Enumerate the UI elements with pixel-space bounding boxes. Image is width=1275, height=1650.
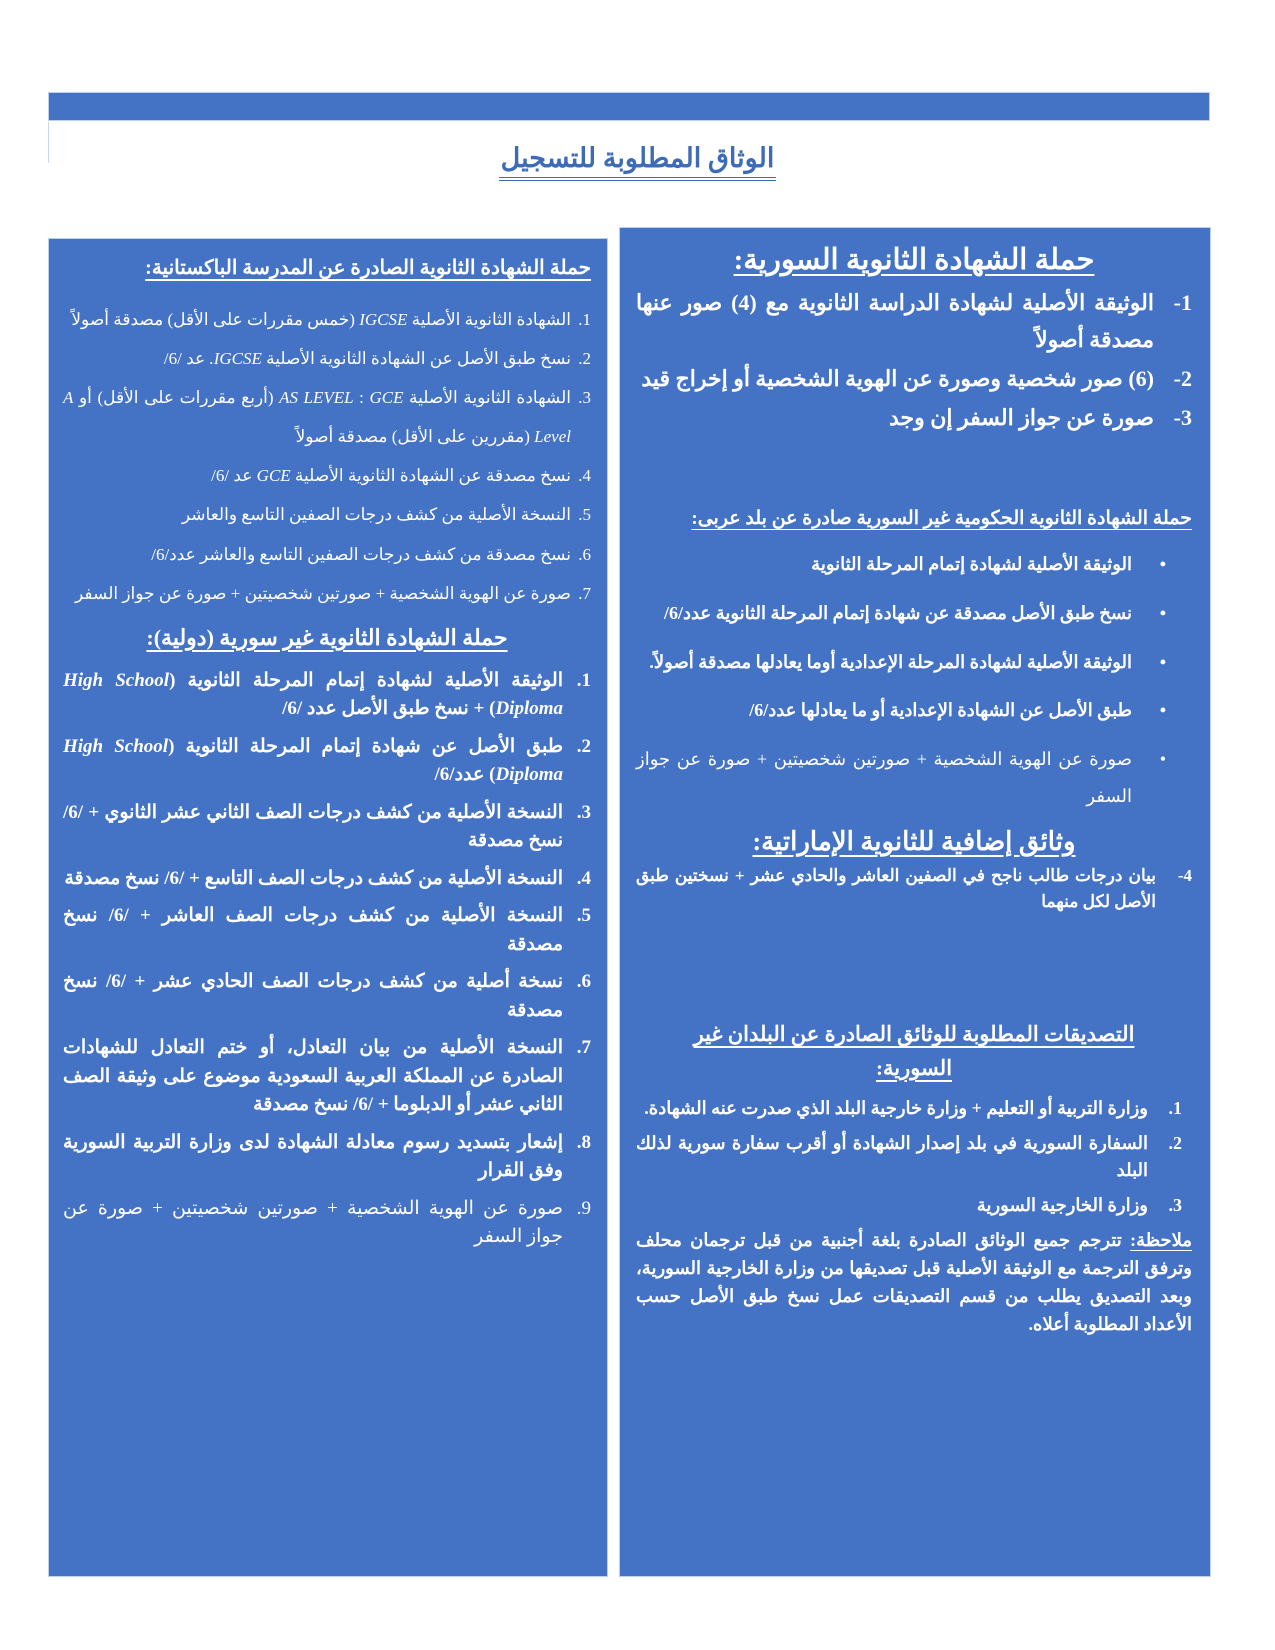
list-marker: 1. — [576, 669, 591, 691]
list-marker: 2. — [1168, 1133, 1182, 1154]
list-item-text: نسخة أصلية من كشف درجات الصف الحادي عشر + /6/ نسخ مصدقة — [63, 971, 563, 1021]
list-item-text: الوثيقة الأصلية لشهادة الدراسة الثانوية مع (4) صور عنها مصدقة أصولاً — [636, 290, 1154, 352]
list-item — [63, 339, 591, 378]
left-column-panel — [48, 238, 608, 1577]
list-marker: • — [1159, 553, 1166, 574]
list-item — [636, 1130, 1192, 1184]
latin-text: IGCSE. — [209, 349, 262, 369]
list-item-text: وزارة التربية أو التعليم + وزارة خارجية البلد الذي صدرت عنه الشهادة. — [644, 1098, 1148, 1119]
section-header — [636, 242, 1192, 277]
list-marker: • — [1159, 602, 1166, 623]
list-item — [63, 733, 591, 790]
list-item — [63, 1129, 591, 1186]
list-item — [636, 1192, 1192, 1219]
list-item-text: النسخة الأصلية من كشف درجات الصف العاشر + /6/ نسخ مصدقة — [63, 905, 564, 955]
list-item — [63, 902, 591, 959]
section-header-text: وثائق إضافية للثانوية الإماراتية: — [752, 827, 1076, 857]
list-item-text: النسخة الأصلية من كشف درجات الصف الثاني عشر الثانوي + /6/ نسخ مصدقة — [63, 801, 563, 852]
note — [636, 1227, 1192, 1339]
list-item-text: نسخ طبق الأصل مصدقة عن شهادة إتمام المرحلة الثانوية عدد/6/ — [663, 602, 1132, 623]
list-marker: 2- — [1173, 365, 1192, 391]
list-item-text: طبق الأصل عن الشهادة الإعدادية أو ما يعادلها عدد/6/ — [749, 700, 1132, 721]
right-column-panel — [619, 227, 1211, 1577]
list-item-text: النسخة الأصلية من كشف درجات الصف التاسع + /6/ نسخ مصدقة — [64, 867, 563, 889]
list-item-text: نسخ مصدقة من كشف درجات الصفين التاسع والعاشر عدد/6/ — [151, 544, 571, 564]
list-item-text: الشهادة الثانوية الأصلية IGCSE (خمس مقررات على الأقل) مصدقة أصولاً — [71, 310, 571, 329]
list-item — [636, 1095, 1192, 1122]
list-item — [63, 968, 591, 1025]
list-item-text: الوثيقة الأصلية لشهادة إتمام المرحلة الثانوية (High School Diploma) + نسخ طبق الأصل عدد /6/ — [63, 669, 563, 720]
latin-text: GCE — [256, 466, 291, 486]
list-item-text: صورة عن الهوية الشخصية + صورتين شخصيتين + صورة عن جواز السفر — [636, 749, 1132, 807]
list-marker: 2. — [576, 735, 591, 757]
section — [636, 1018, 1192, 1339]
section-header — [662, 1018, 1166, 1085]
section-header — [636, 827, 1192, 857]
list-marker: 3. — [1168, 1195, 1182, 1216]
list-marker: 7. — [576, 1037, 591, 1059]
list-item-text: بيان درجات طالب ناجح في الصفين العاشر والحادي عشر + نسختين طبق الأصل لكل منهما — [636, 866, 1156, 911]
list-item — [63, 1034, 591, 1120]
list-marker: • — [1159, 700, 1166, 721]
list-item — [636, 400, 1192, 437]
section-header-text: حملة الشهادة الثانوية السورية: — [733, 244, 1095, 276]
latin-text: GCE — [369, 388, 404, 408]
section-header-text: التصديقات المطلوبة للوثائق الصادرة عن البلدان غير السورية: — [693, 1022, 1135, 1080]
section — [636, 242, 1192, 437]
list-item — [636, 692, 1192, 729]
list-item — [636, 863, 1192, 914]
note-label: ملاحظة: — [1130, 1230, 1192, 1251]
list-marker: 3. — [578, 388, 591, 408]
list-marker: 6. — [578, 544, 591, 564]
header-bar — [48, 92, 1210, 121]
list-item-text: الوثيقة الأصلية لشهادة المرحلة الإعدادية أوما يعادلها مصدقة أصولاً. — [649, 651, 1132, 672]
list-marker: • — [1159, 749, 1166, 770]
page-title-text: الوثاق المطلوبة للتسجيل — [499, 143, 777, 181]
section-header-text: حملة الشهادة الثانوية الحكومية غير السورية صادرة عن بلد عربى: — [691, 507, 1192, 529]
list-item-text: (6) صور شخصية وصورة عن الهوية الشخصية أو إخراج قيد — [641, 365, 1154, 391]
list-marker: 8. — [576, 1131, 591, 1153]
list-marker: 9. — [576, 1197, 591, 1219]
list-item — [63, 495, 591, 534]
section-header-text: حملة الشهادة الثانوية غير سورية (دولية): — [146, 624, 508, 650]
list-marker: 4. — [576, 867, 591, 889]
latin-text: AS LEVEL — [279, 388, 354, 408]
list-item — [63, 378, 591, 456]
list-item — [63, 456, 591, 495]
note-text: تترجم جميع الوثائق الصادرة بلغة أجنبية من قبل ترجمان محلف وترفق الترجمة مع الوثيقة الأصلية قبل تصديقها من وزارة الخارجية السورية، وبعد التصديق يطلب من قسم التصديقات عمل نسخ طبق الأصل حسب الأعداد المطلوبة أعلاه. — [636, 1230, 1192, 1335]
list-item-text: نسخ طبق الأصل عن الشهادة الثانوية الأصلية IGCSE. عد /6/ — [163, 349, 571, 369]
section — [636, 827, 1192, 914]
list-item-text: النسخة الأصلية من بيان التعادل، أو ختم التعادل للشهادات الصادرة عن المملكة العربية السعودية موضوع على وثيقة الصف الثاني عشر أو الدبلوما + /6/ نسخ مصدقة — [63, 1037, 563, 1116]
list-marker: 2. — [578, 349, 591, 369]
list-item-text: صورة عن الهوية الشخصية + صورتين شخصيتين + صورة عن جواز السفر — [63, 1197, 563, 1248]
list-item — [636, 741, 1192, 815]
latin-text: A Level — [63, 388, 571, 447]
list-item-text: النسخة الأصلية من كشف درجات الصفين التاسع والعاشر — [181, 505, 571, 525]
section-header-text: حملة الشهادة الثانوية الصادرة عن المدرسة الباكستانية: — [145, 257, 591, 279]
list-item-text: صورة عن جواز السفر إن وجد — [888, 404, 1154, 430]
latin-text: IGCSE — [359, 310, 408, 329]
list-item — [636, 595, 1192, 632]
list-marker: 3- — [1173, 404, 1192, 430]
list-item-text: إشعار بتسديد رسوم معادلة الشهادة لدى وزارة التربية السورية وفق القرار — [63, 1131, 563, 1182]
section — [63, 625, 591, 1252]
list-item — [63, 799, 591, 856]
list-marker: 5. — [578, 505, 591, 525]
section-header — [63, 625, 591, 651]
list-item — [636, 546, 1192, 583]
list-item — [63, 535, 591, 574]
section — [63, 255, 591, 613]
list-marker: 3. — [576, 801, 591, 823]
section-header — [636, 507, 1192, 530]
list-marker: 4- — [1177, 866, 1192, 886]
section — [636, 507, 1192, 815]
list-item — [63, 865, 591, 894]
list-item — [636, 285, 1192, 359]
latin-text: High School Diploma — [63, 735, 563, 786]
list-marker: 1. — [1168, 1098, 1182, 1119]
list-marker: 5. — [576, 905, 591, 927]
page-title — [0, 143, 1275, 181]
list-item — [63, 1195, 591, 1252]
section-header — [63, 255, 591, 280]
list-marker: 1- — [1173, 290, 1192, 315]
list-marker: 6. — [576, 971, 591, 993]
list-item-text: السفارة السورية في بلد إصدار الشهادة أو أقرب سفارة سورية لذلك البلد — [636, 1133, 1148, 1181]
list-item-text: نسخ مصدقة عن الشهادة الثانوية الأصلية GCE عد /6/ — [211, 466, 571, 486]
list-marker: • — [1159, 651, 1166, 672]
latin-text: High School Diploma — [63, 669, 563, 720]
list-item — [63, 300, 591, 339]
list-marker: 1. — [578, 310, 591, 329]
list-item — [63, 574, 591, 613]
list-item-text: وزارة الخارجية السورية — [976, 1195, 1148, 1216]
list-item — [63, 667, 591, 724]
list-item-text: صورة عن الهوية الشخصية + صورتين شخصيتين + صورة عن جواز السفر — [75, 583, 571, 603]
list-marker: 4. — [578, 466, 591, 486]
list-item-text: طبق الأصل عن شهادة إتمام المرحلة الثانوية (High School Diploma) عدد/6/ — [63, 735, 563, 786]
list-item — [636, 644, 1192, 681]
list-item — [636, 361, 1192, 398]
list-item-text: الشهادة الثانوية الأصلية AS LEVEL : GCE (أربع مقررات على الأقل) أو A Level (مقررين على الأقل) مصدقة أصولاً — [63, 388, 571, 447]
list-marker: 7. — [578, 583, 591, 603]
list-item-text: الوثيقة الأصلية لشهادة إتمام المرحلة الثانوية — [811, 553, 1132, 574]
